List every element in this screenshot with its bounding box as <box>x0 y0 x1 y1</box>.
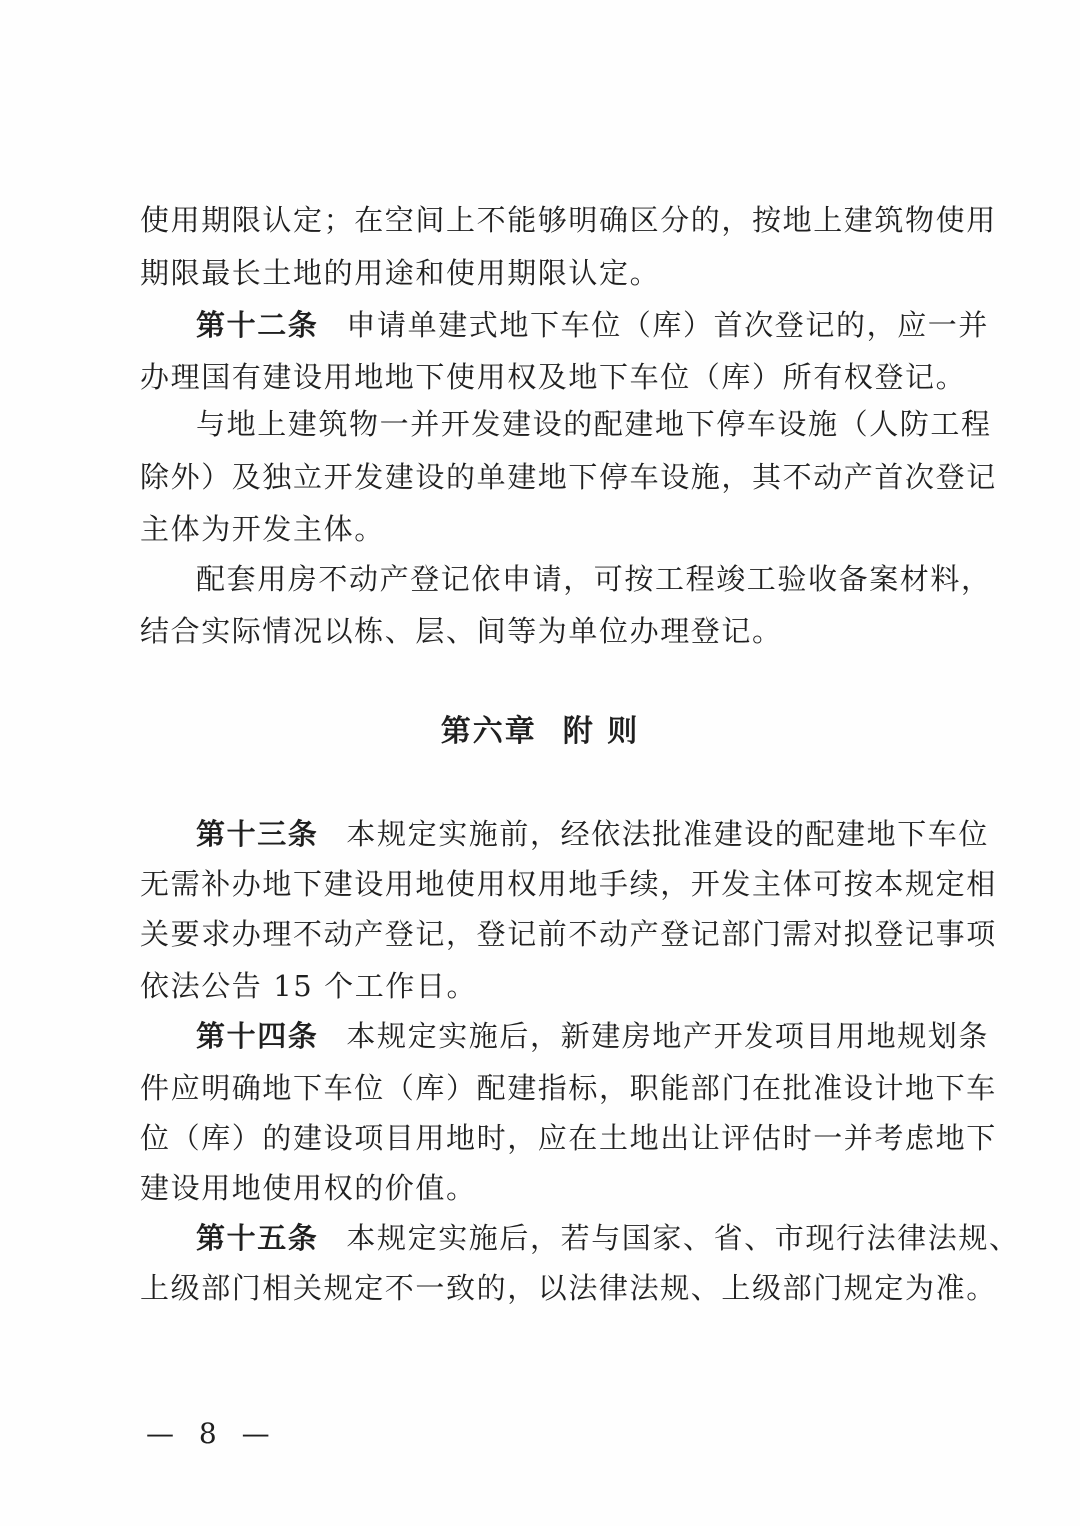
text-line: 办理国有建设用地地下使用权及地下车位（库）所有权登记。 <box>140 360 967 394</box>
text-line: 上级部门相关规定不一致的，以法律法规、上级部门规定为准。 <box>140 1271 997 1305</box>
text-line: 与地上建筑物一并开发建设的配建地下停车设施（人防工程 <box>196 407 992 441</box>
text-line: 使用期限认定；在空间上不能够明确区分的，按地上建筑物使用 <box>140 203 997 237</box>
text-line: 建设用地使用权的价值。 <box>140 1171 477 1205</box>
text-line: 位（库）的建设项目用地时，应在土地出让评估时一并考虑地下 <box>140 1121 997 1155</box>
article-12-heading: 第十二条 <box>196 308 319 342</box>
text-line: 配套用房不动产登记依申请，可按工程竣工验收备案材料， <box>196 562 992 596</box>
text-line: 关要求办理不动产登记，登记前不动产登记部门需对拟登记事项 <box>140 917 997 951</box>
article-12-line: 第十二条 申请单建式地下车位（库）首次登记的，应一并 <box>196 308 990 342</box>
text-line: 主体为开发主体。 <box>140 512 385 546</box>
article-14-heading: 第十四条 <box>196 1019 319 1053</box>
article-13-line: 第十三条 本规定实施前，经依法批准建设的配建地下车位 <box>196 817 990 851</box>
article-13-heading: 第十三条 <box>196 817 319 851</box>
text-line: 无需补办地下建设用地使用权用地手续，开发主体可按本规定相 <box>140 867 997 901</box>
page-number: — 8 — <box>146 1417 278 1450</box>
text-line: 结合实际情况以栋、层、间等为单位办理登记。 <box>140 614 783 648</box>
text-line: 依法公告 15 个工作日。 <box>140 969 478 1003</box>
article-14-line: 第十四条 本规定实施后，新建房地产开发项目用地规划条 <box>196 1019 990 1053</box>
chapter-heading: 第六章 附 则 <box>440 714 640 749</box>
text-line: 期限最长土地的用途和使用期限认定。 <box>140 256 661 290</box>
article-15-heading: 第十五条 <box>196 1221 319 1255</box>
text-line: 件应明确地下车位（库）配建指标，职能部门在批准设计地下车 <box>140 1071 997 1105</box>
article-15-line: 第十五条 本规定实施后，若与国家、省、市现行法律法规、 <box>196 1221 1020 1255</box>
text-line: 除外）及独立开发建设的单建地下停车设施，其不动产首次登记 <box>140 460 997 494</box>
